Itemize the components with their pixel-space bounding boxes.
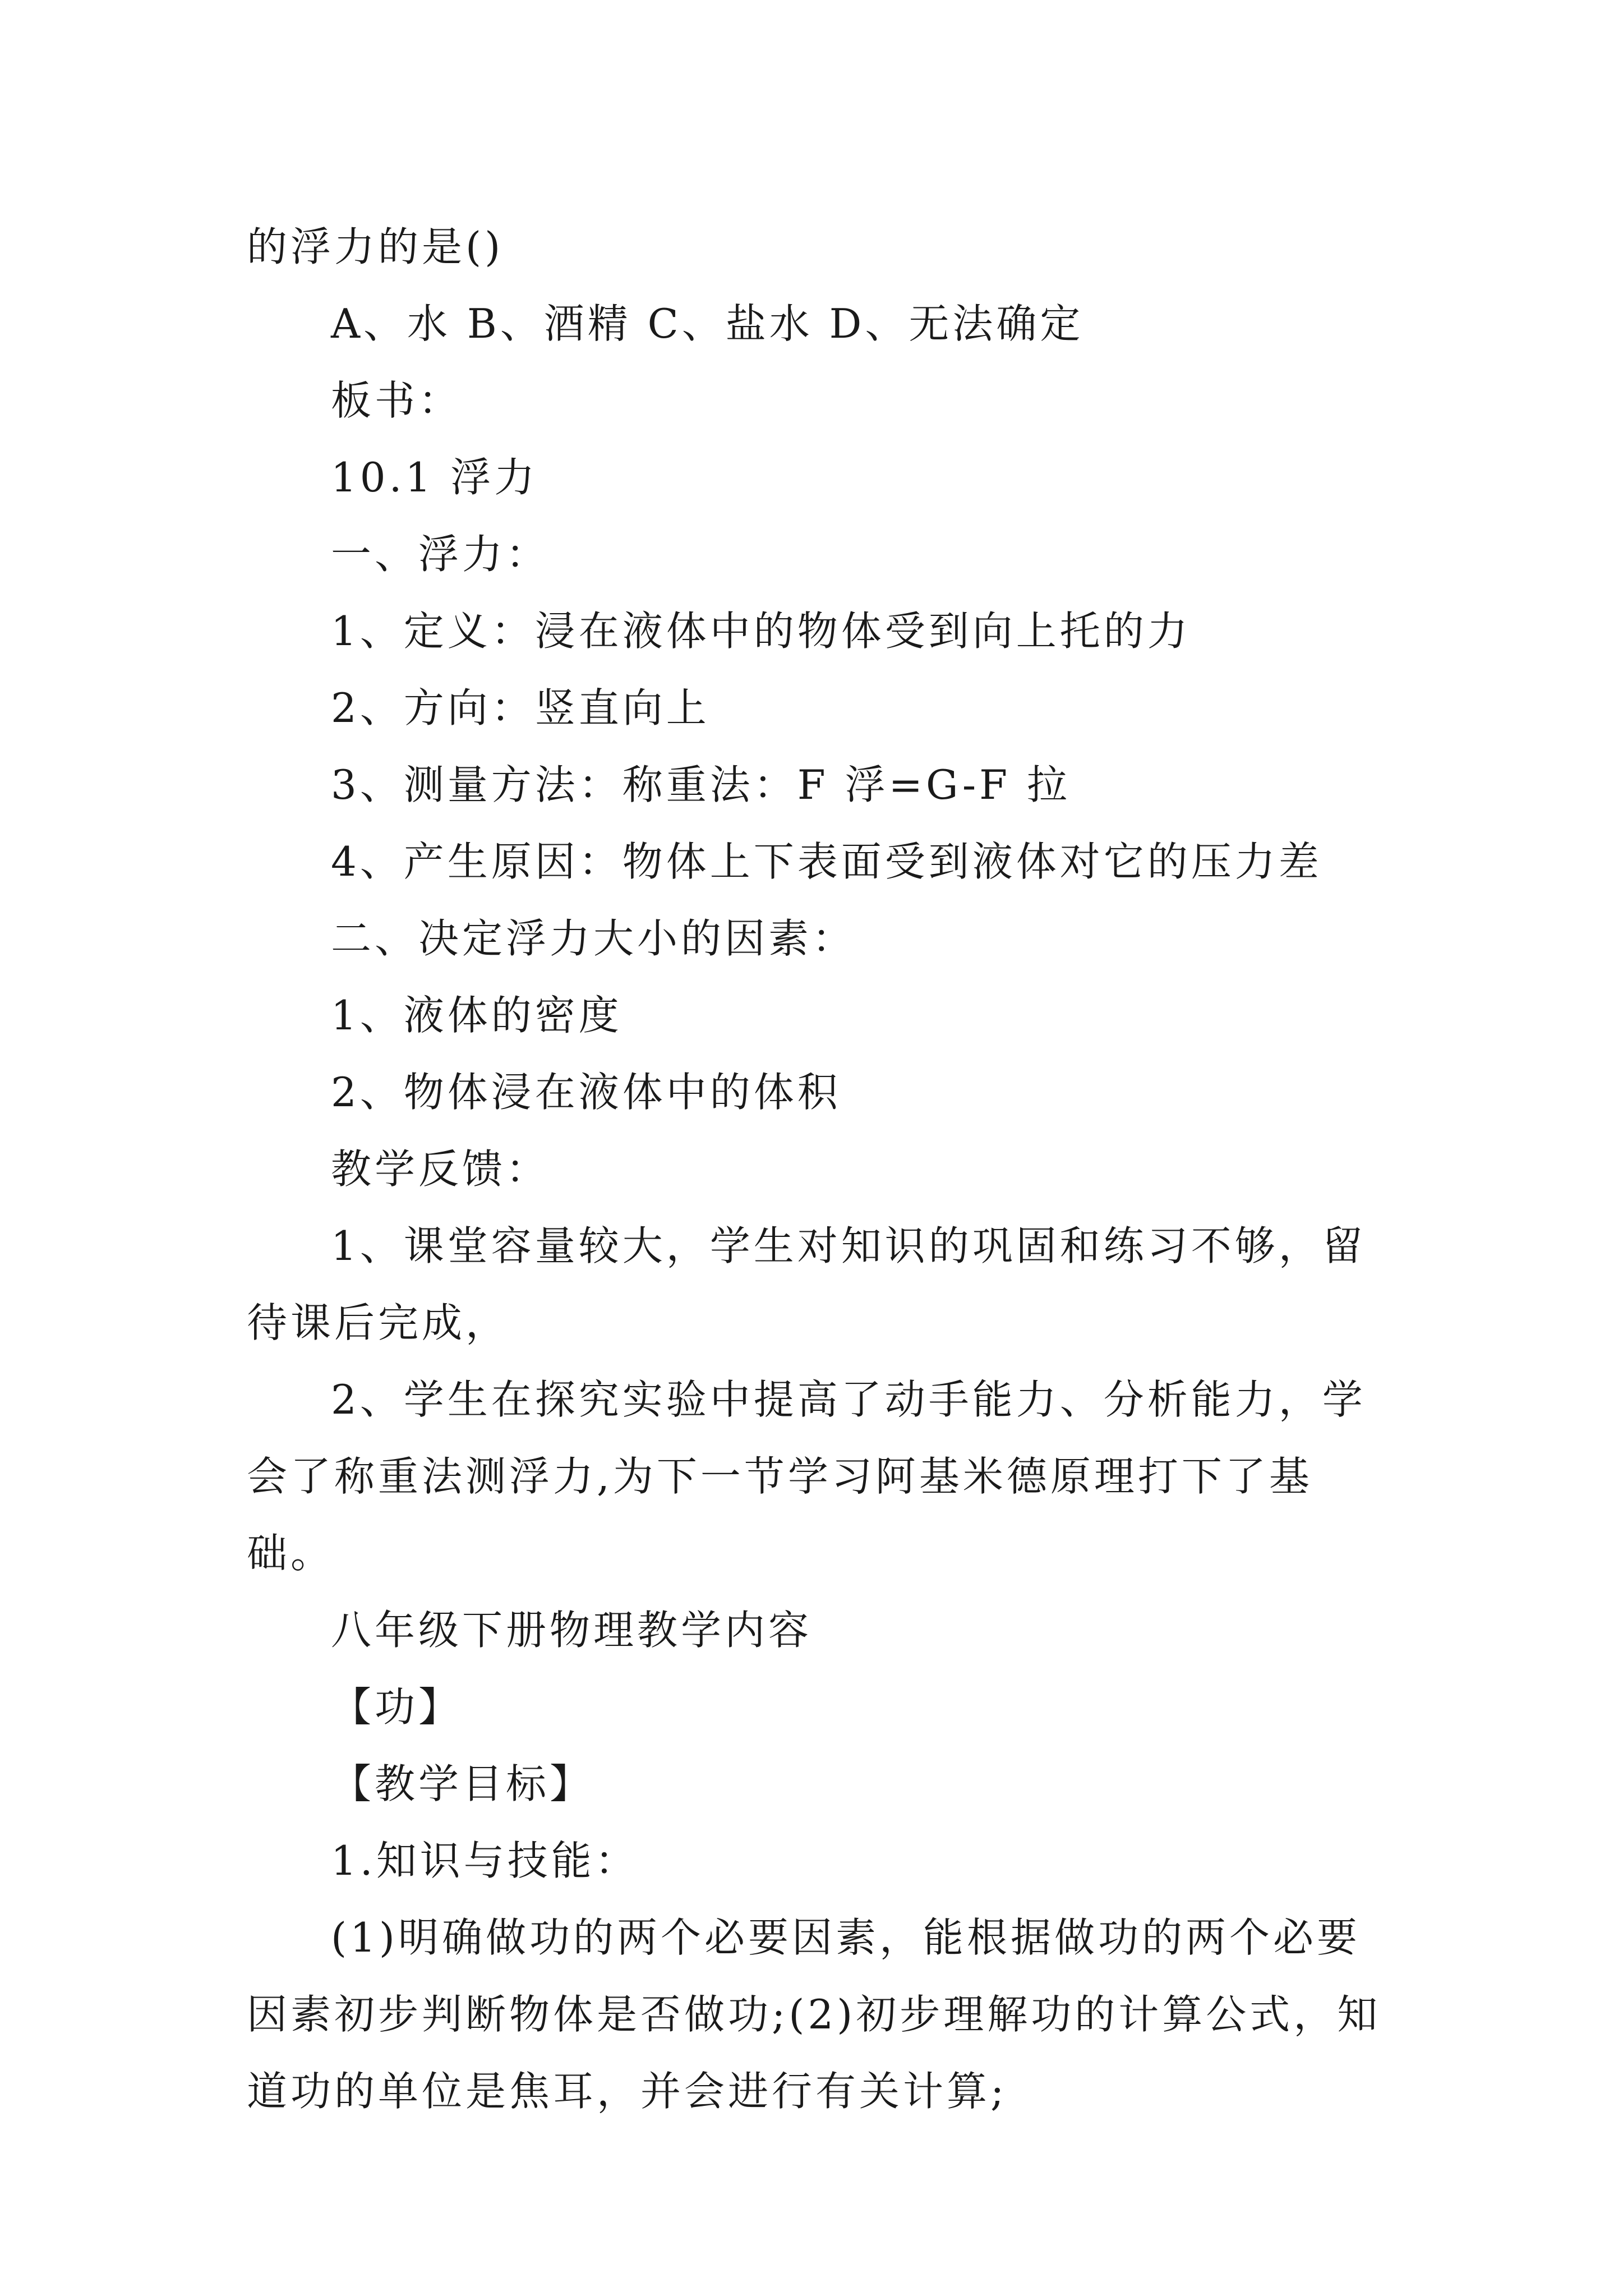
document-body [247,209,1391,2130]
paragraph-feedback-heading: 教学反馈： [331,1145,550,1193]
paragraph-feedback-1: 1、课堂容量较大，学生对知识的巩固和练习不够，留待课后完成， [247,1222,1366,1346]
paragraph-work-heading: 【功】 [331,1683,463,1731]
paragraph-objective-items: (1)明确做功的两个必要因素，能根据做功的两个必要因素初步判断物体是否做功;(2)初步理解功的计算公式，知道功的单位是焦耳，并会进行有关计算; [247,1914,1381,2115]
paragraph-buoyancy-heading: 一、浮力： [331,531,550,578]
paragraph-factor-density: 1、液体的密度 [331,992,623,1039]
paragraph-section-title: 10.1 浮力 [331,454,538,501]
paragraph-factor-volume: 2、物体浸在液体中的体积 [331,1069,841,1116]
paragraph-objectives-heading: 【教学目标】 [331,1760,594,1807]
paragraph-cause: 4、产生原因：物体上下表面受到液体对它的压力差 [331,838,1322,885]
paragraph-options: A、水 B、酒精 C、盐水 D、无法确定 [331,300,1084,347]
paragraph-definition: 1、定义：浸在液体中的物体受到向上托的力 [331,608,1191,655]
paragraph-direction: 2、方向：竖直向上 [331,684,710,731]
paragraph-new-lesson-title: 八年级下册物理教学内容 [331,1607,813,1654]
paragraph-factors-heading: 二、决定浮力大小的因素： [331,915,856,962]
paragraph-measurement: 3、测量方法：称重法：F 浮=G-F 拉 [331,761,1071,808]
paragraph-board-heading: 板书： [331,377,463,424]
paragraph-knowledge-skills: 1.知识与技能： [331,1837,639,1884]
paragraph-feedback-2: 2、学生在探究实验中提高了动手能力、分析能力，学会了称重法测浮力,为下一节学习阿基米德原理打下了基础。 [247,1376,1366,1577]
paragraph-question-tail: 的浮力的是() [247,223,504,270]
